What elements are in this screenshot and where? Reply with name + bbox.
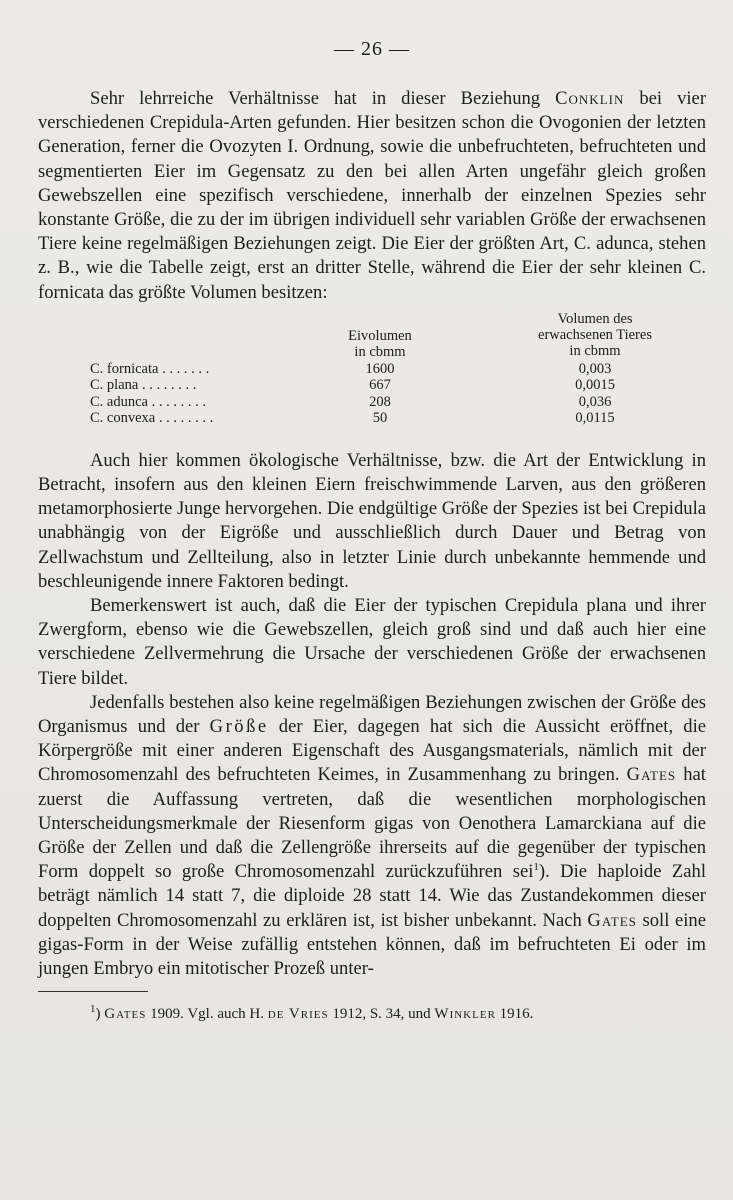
paragraph-4-text-d: ). Die haploide Zahl beträgt nämlich 14 statt 7, die diploide 28 statt 14. Wie das Zustandekommen dieser doppelten Chromosomenzahl zu erklären ist, ist bisher unbekannt. Nach	[38, 861, 706, 931]
paragraph-4	[38, 691, 706, 981]
author-name-gates: Gates	[626, 764, 677, 786]
spaced-word-groesse: Größe	[209, 716, 269, 738]
author-name-conklin: Conklin	[555, 88, 625, 109]
header-egg-line2: in cbmm	[354, 343, 406, 360]
paragraph-4-text-b: der Eier, dagegen hat sich die Aussicht eröffnet, die Körpergröße mit einer anderen Eigenschaft des Ausgangsmaterials, nämlich mit der Chromosomenzahl des befruchteten Keimes, in Zusammenhang zu bringen.	[38, 716, 707, 786]
egg-volume: 1600	[365, 360, 395, 377]
species-name: C. convexa . . . . . . . .	[90, 410, 214, 427]
footnote-divider	[38, 991, 148, 992]
author-name-gates: Gates	[587, 909, 637, 931]
table-row	[90, 377, 710, 394]
footnote-text-c: 1912, S. 34, und	[328, 1006, 435, 1023]
footnote-author-winkler: Winkler	[434, 1006, 496, 1023]
header-adult-line2: erwachsenen Tieres	[538, 326, 652, 343]
page-number: — 26 —	[334, 38, 410, 60]
paragraph-1-text-b: bei vier verschiedenen Crepidula-Arten gefunden. Hier besitzen schon die Ovogonien der letzten Generation, ferner die Ovozyten I. Ordnung, sowie die unbefruchteten, befruchteten und segmentierten Eier im Gegensatz zu den bei allen Arten ungefähr gleich großen Gewebszellen eine spezifisch verschiedene, innerhalb der einzelnen Spezies sehr konstante Größe, die zu der im übrigen individuell sehr variablen Größe der erwachsenen Tiere keine regelmäßigen Beziehungen zeigt. Die Eier der größten Art, C. adunca, stehen z. B., wie die Tabelle zeigt, erst an dritter Stelle, während die Eier der sehr kleinen C. fornicata das größte Volumen besitzen:	[38, 88, 707, 303]
species-name: C. fornicata . . . . . . .	[90, 360, 210, 377]
table-row	[90, 394, 710, 411]
header-adult-line1: Volumen des	[557, 310, 633, 327]
species-name: C. plana . . . . . . . .	[90, 377, 197, 394]
table-body	[90, 361, 710, 427]
paragraph-4-text-e: soll eine gigas-Form in der Weise zufällig entstehen können, daß im befruchteten Ei oder im jungen Embryo ein mitotischer Prozeß unter-	[38, 909, 706, 980]
header-egg-line1: Eivolumen	[348, 327, 412, 344]
adult-volume: 0,003	[578, 360, 612, 377]
table-row	[90, 361, 710, 378]
table-row	[90, 410, 710, 427]
header-adult-volume	[495, 311, 695, 359]
footnote-author-devries: de Vries	[267, 1006, 329, 1023]
adult-volume: 0,036	[578, 393, 612, 410]
paragraph-2: Auch hier kommen ökologische Verhältnisse, bzw. die Art der Entwicklung in Betracht, insofern aus den kleinen Eiern freischwimmende Larven, aus den größeren metamorphosierte Junge hervorgehen. Die endgültige Größe der Spezies ist bei Crepidula unabhängig von der Eigröße und ausschließlich durch Dauer und Betrag von Zellwachstum und Zellteilung, also in letzter Linie durch unbekannte hemmende und beschleunigende innere Faktoren bedingt.	[38, 449, 706, 592]
paragraph-4-text-c: hat zuerst die Auffassung vertreten, daß die wesentlichen morphologischen Unterscheidungsmerkmale der Riesenform gigas von Oenothera Lamarckiana auf die Größe der Zellen und daß die Zellengröße ihrerseits auf die gegenüber der typischen Form doppelt so große Chromosomenzahl zurückzuführen sei	[38, 764, 706, 883]
egg-volume: 667	[369, 377, 391, 394]
paragraph-3: Bemerkenswert ist auch, daß die Eier der typischen Crepidula plana und ihrer Zwergform, ebenso wie die Gewebszellen, gleich groß sind und daß auch hier eine verschiedene Zellvermehrung die Ursache der verschiedenen Größe der erwachsenen Tiere bildet.	[38, 595, 706, 689]
footnote-author-gates: Gates	[104, 1006, 147, 1023]
footnote	[90, 1004, 706, 1024]
footnote-text-a: )	[95, 1006, 105, 1023]
footnote-marker: 1	[533, 861, 539, 874]
egg-volume: 208	[369, 393, 391, 410]
paragraph-1-text-a: Sehr lehrreiche Verhältnisse hat in dieser Beziehung	[90, 88, 556, 109]
paragraph-1	[38, 87, 706, 305]
footnote-text-d: 1916.	[495, 1006, 534, 1023]
footnote-text-b: 1909. Vgl. auch H.	[146, 1006, 268, 1023]
adult-volume: 0,0115	[575, 410, 615, 427]
footnote-number: 1	[90, 1003, 96, 1016]
adult-volume: 0,0015	[575, 377, 615, 394]
header-egg-volume	[315, 328, 445, 360]
egg-volume: 50	[372, 410, 388, 427]
egg-volume-table	[90, 311, 710, 439]
species-name: C. adunca . . . . . . . .	[90, 393, 206, 410]
header-adult-line3: in cbmm	[569, 342, 621, 359]
paragraph-4-text-a: Jedenfalls bestehen also keine regelmäßigen Beziehungen zwischen der Größe des Organismus und der	[38, 691, 706, 738]
